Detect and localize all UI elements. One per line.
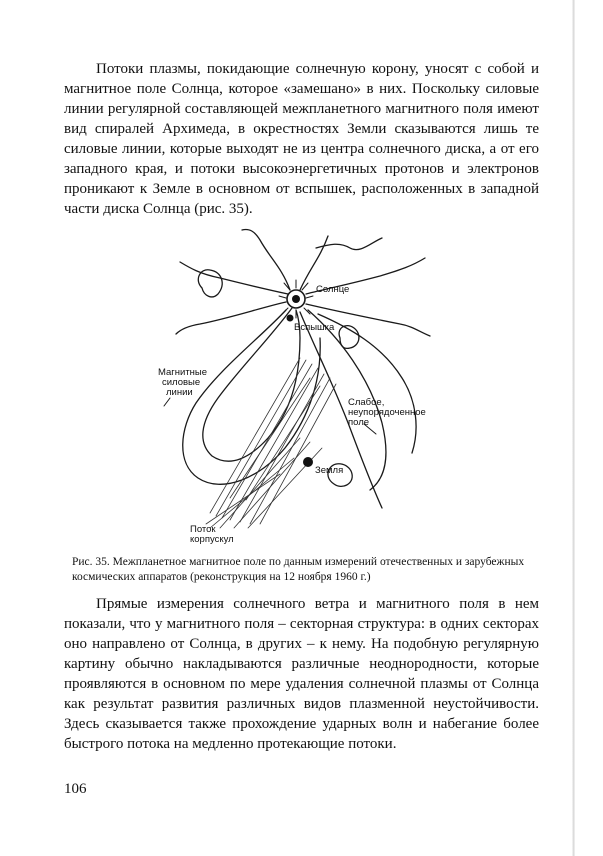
label-corpuscle-2: корпускул <box>190 534 234 545</box>
label-magnetic-lines-1: Магнитные <box>158 367 208 378</box>
scan-page-edge <box>572 0 575 856</box>
label-flare: Вспышка <box>294 322 335 333</box>
leader-magnetic <box>164 398 170 406</box>
paragraph-1: Потоки плазмы, покидающие солнечную корону, уносят с собой и магнитное поле Солнца, которое «замешано» в них. Поскольку силовые линии регулярной составляющей межпланетного магнитного поля имеют вид спиралей Архимеда, в окрестностях Земли сказываются лишь те силовые линии, которые выходят не из центра солнечного диска, а от его западного края, и потоки высокоэнергетичных протонов и электронов проникают к Земле в основном от вспышек, расположенных в западной части диска Солнца (рис. 35). <box>64 61 539 217</box>
label-weak-field-3: поле <box>348 417 370 428</box>
flare-dot <box>287 315 294 322</box>
label-corpuscle-1: Поток <box>190 524 216 535</box>
label-earth: Земля <box>315 465 344 476</box>
figure-interplanetary-magnetic-field <box>150 228 450 548</box>
figure-caption: Рис. 35. Межпланетное магнитное поле по данным измерений отечественных и зарубежных космических аппаратов (реконструкция на 12 ноября 1960 г.) <box>72 556 525 583</box>
sun-core <box>292 295 300 303</box>
label-weak-field-1: Слабое, <box>348 397 385 408</box>
earth-dot <box>303 457 313 467</box>
paragraph-2: Прямые измерения солнечного ветра и магнитного поля в нем показали, что у магнитного поля – секторная структура: в одних секторах оно направлено от Солнца, в других – к нему. На подобную регулярную картину обычно накладываются различные неоднородности, которые проявляются в основном по мере удаления солнечной плазмы от Солнца как результат развития различных видов плазменной неустойчивости. Здесь сказывается также прохождение ударных волн и набегание более быстрого потока на медленно протекающие потоки. <box>64 596 539 752</box>
label-magnetic-lines-3: линии <box>166 387 193 398</box>
blob-left <box>198 270 222 297</box>
magnetic-field-diagram <box>150 228 450 548</box>
label-sun: Солнце <box>316 284 350 295</box>
label-magnetic-lines-2: силовые <box>162 377 201 388</box>
label-weak-field-2: неупорядоченное <box>348 407 426 418</box>
page-number: 106 <box>64 781 87 797</box>
